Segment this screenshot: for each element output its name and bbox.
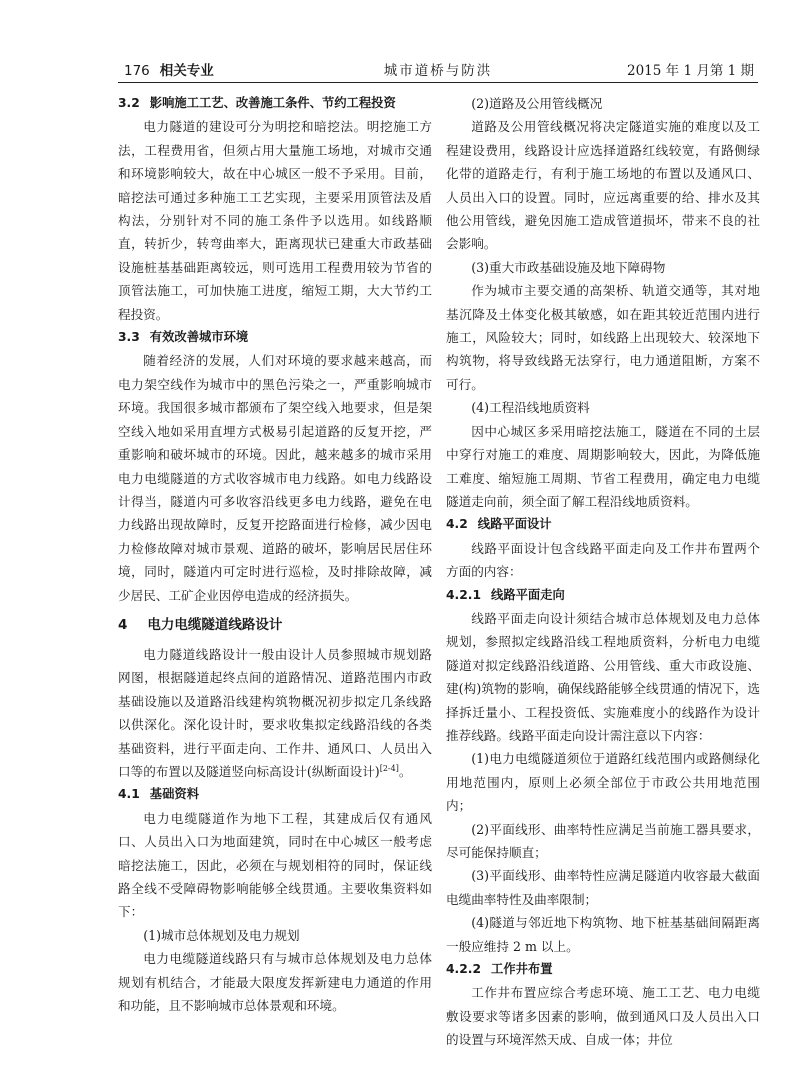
paragraph-4-2: 线路平面设计包含线路平面走向及工作井布置两个方面的内容： — [446, 540, 760, 580]
right-column — [446, 92, 760, 1052]
heading-4-2-2: 4.2.2 工作井布置 — [446, 962, 553, 977]
paragraph-sub-3: 作为城市主要交通的高架桥、轨道交通等，其对地基沉降及土体变化极其敏感，如在距其较近范围内进行施工，风险较大；同时，如线路上出现较大、较深地下构筑物，将导致线路无法穿行，电力通道阻断，方案不可行。 — [446, 283, 760, 392]
heading-3-2: 3.2 影响施工工艺、改善施工条件、节约工程投资 — [118, 96, 396, 110]
issue-info: 2015 年 1 月第 1 期 — [627, 63, 754, 79]
list-item-4: (4)隧道与邻近地下构筑物、地下桩基基础间隔距离一般应维持 2 m 以上。 — [446, 915, 760, 954]
heading-4-1: 4.1 基础资料 — [118, 787, 199, 802]
paragraph-sub-1: 电力电缆隧道线路只有与城市总体规划及电力总体规划有机结合，才能最大限度发挥新建电力通道的作用和功能，且不影响城市总体景观和环境。 — [118, 951, 432, 1014]
running-header — [118, 60, 758, 83]
paragraph-4-2-2: 工作井布置应综合考虑环境、施工工艺、电力电缆敷设要求等诸多因素的影响，做到通风口及人员出入口的设置与环境浑然天成、自成一体；井位 — [446, 985, 760, 1048]
paragraph-sub-4: 因中心城区多采用暗挖法施工，隧道在不同的土层中穿行对施工的难度、周期影响较大，因此，为降低施工难度、缩短施工周期、节省工程费用，确定电力电缆隧道走向前，须全面了解工程沿线地质资料。 — [446, 423, 760, 509]
left-column — [118, 92, 432, 1017]
paragraph-4-1: 电力电缆隧道作为地下工程，其建成后仅有通风口、人员出入口为地面建筑，同时在中心城区一般考虑暗挖法施工，因此，必须在与规划相符的同时，保证线路全线不受障碍物影响能够全线贯通。主要收集资料如下： — [118, 810, 432, 920]
subheading-2: (2)道路及公用管线概况 — [471, 96, 603, 111]
heading-3-3: 3.3 有效改善城市环境 — [118, 330, 249, 345]
paragraph-3-3: 随着经济的发展，人们对环境的要求越来越高，而电力架空线作为城市中的黑色污染之一，严重影响城市环境。我国很多城市都颁布了架空线入地要求，但是架空线入地如采用直埋方式极易引起道路的反复开挖，严重影响和破坏城市的环境。因此，越来越多的城市采用电力电缆隧道的方式收容城市电力线路。如电力线路设计得当，隧道内可多收容沿线更多电力线路，避免在电力线路出现故障时，反复开挖路面进行检修，减少因电力检修故障对城市景观、道路的破坏，影响居民居住环境，同时，隧道内可定时进行巡检，及时排除故障，减少居民、工矿企业因停电造成的经济损失。 — [118, 353, 432, 603]
citation: [2-4] — [379, 763, 399, 773]
journal-title: 城市道桥与防洪 — [383, 63, 493, 79]
paragraph-3-2: 电力隧道的建设可分为明挖和暗挖法。明挖施工方法，工程费用省，但须占用大量施工场地，对城市交通和环境影响较大，故在中心城区一般不予采用。目前，暗挖法可通过多种施工工艺实现，主要采用顶管法及盾构法，分别针对不同的施工条件予以选用。如线路顺直，转折少，转弯曲率大，距离现状已建重大市政基础设施桩基基础距离较远，则可选用工程费用较为节省的顶管法施工，可加快施工进度，缩短工期，大大节约工程投资。 — [118, 119, 432, 322]
subheading-4: (4)工程沿线地质资料 — [471, 400, 590, 416]
list-item-1: (1)电力电缆隧道须位于道路红线范围内或路侧绿化用地范围内，原则上必须全部位于市政公共用地范围内； — [446, 751, 760, 814]
paragraph-sub-2: 道路及公用管线概况将决定隧道实施的难度以及工程建设费用，线路设计应选择道路红线较宽，有路侧绿化带的道路走行，有利于施工场地的布置以及通风口、人员出入口的设置。同时，应远离重要的给、排水及其他公用管线，避免因施工造成管道损坏，带来不良的社会影响。 — [446, 119, 760, 252]
subheading-1: (1)城市总体规划及电力规划 — [143, 927, 300, 943]
paragraph-4-2-1: 线路平面走向设计须结合城市总体规划及电力总体规划，参照拟定线路沿线工程地质资料，分析电力电缆隧道对拟定线路沿线道路、公用管线、重大市政设施、建(构)筑物的影响，确保线路能够全线贯通的情况下，选择拆迁量小、工程投资低、实施难度小的线路作为设计推荐线路。线路平面走向设计需注意以下内容： — [446, 610, 760, 743]
list-item-2: (2)平面线形、曲率特性应满足当前施工器具要求，尽可能保持顺直； — [446, 821, 760, 860]
paragraph-4: 电力隧道线路设计一般由设计人员参照城市规划路网图，根据隧道起终点间的道路情况、道路范围内市政基础设施以及道路沿线建构筑物概况初步拟定几条线路以供深化。深化设计时，要求收集拟定线路沿线的各类基础资料，进行平面走向、工作井、通风口、人员出入口等的布置以及隧道竖向标高设计(纵断面设计)[2-4]。 — [118, 646, 432, 779]
subheading-3: (3)重大市政基础设施及地下障碍物 — [471, 259, 666, 275]
heading-4-2: 4.2 线路平面设计 — [446, 517, 552, 532]
list-item-3: (3)平面线形、曲率特性应满足隧道内收容最大截面电缆曲率特性及曲率限制； — [446, 868, 760, 907]
section-label: 相关专业 — [159, 63, 214, 79]
page-number: 176 — [124, 63, 150, 79]
heading-4: 4 电力电缆隧道线路设计 — [118, 616, 283, 633]
heading-4-2-1: 4.2.1 线路平面走向 — [446, 587, 565, 602]
